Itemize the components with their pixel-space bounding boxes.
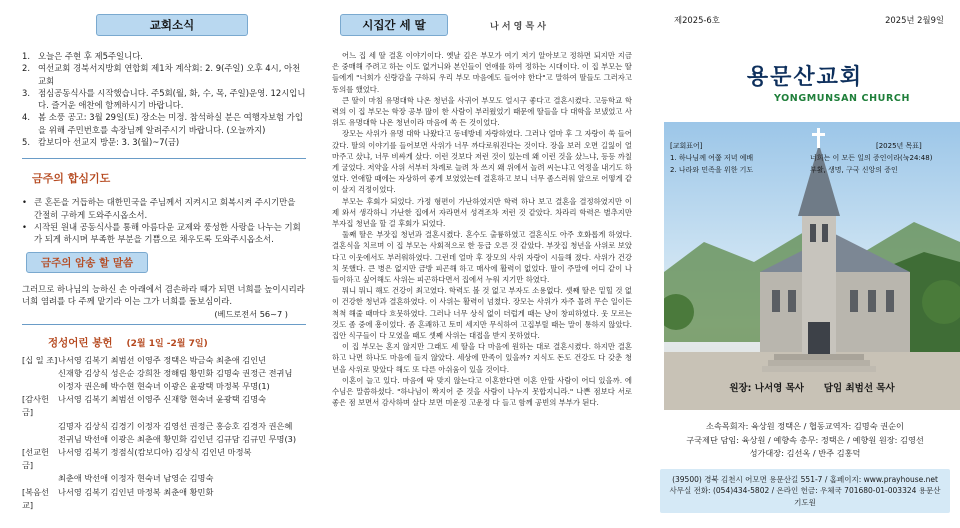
offering-row: [감사헌금] 나서영 김복기 최범선 이영주 신재향 현숙녀 윤광택 김명숙 <box>22 394 267 418</box>
church-name-english: YONGMUNSAN CHURCH <box>773 93 910 104</box>
offering-row: 김명자 김상식 김경기 이정자 김영선 권정근 홍승호 김경자 권은혜 <box>58 420 293 431</box>
goal-label: [2025년 목표] <box>876 142 922 150</box>
mission-line: 2. 나라와 민족을 위한 기도 <box>670 166 754 174</box>
staff-info <box>660 420 950 461</box>
essay-title: 시집간 세 딸 <box>340 14 448 36</box>
phone-line: 사무실 전화: (054)434-5802 / 온라인 헌금: 우체국 701680-01-003324 용문산기도원 <box>669 486 941 507</box>
staff-line: 구국제단 담임: 육상원 / 예향속 총무: 정택은 / 예향원 원장: 김영선 <box>686 434 924 445</box>
essay-paragraph: 이 집 부모는 혼지 않지만 그래도 세 딸을 다 마음에 원하는 대로 결혼시켰다. 하지만 결혼하고 나면 하나도 마음에 들지 않았다. 세상에 만족이 있을까? 지식도 돈도 건강도 다 갖춘 청년을 사위로 맞았다 해도 또 다른 아쉬움이 있을 것이다. <box>332 342 632 374</box>
news-list <box>22 50 306 148</box>
offering-row: 신재향 김상식 성은순 강희찬 정해림 황민화 김명숙 권정근 전귀님 <box>58 367 293 378</box>
essay-paragraph: 부모는 후회가 되었다. 가정 형편이 가난하였지만 학력 하나 보고 결혼을 결정하였지만 이제 와서 생각하니 가난한 집에서 자라면서 성격조차 저런 것 같았다. 차라리 학력은 별추지만 부자집 청년을 할 걸 후회가 되었다. <box>332 196 632 229</box>
verse-section <box>22 251 306 319</box>
verse-text: 그러므로 하나님의 능하신 손 아래에서 겸손하라 때가 되면 너희를 높이시리라 너희 염려를 다 주께 맡기라 이는 그가 너희를 돌보심이라. <box>22 284 305 307</box>
contact-footer <box>660 469 950 514</box>
essay-paragraph: 장모는 사위가 유명 대학 나왔다고 동네방네 자랑하였다. 그러나 얼마 후 그 자랑이 쑥 들어갔다. 딸의 이야기를 들어보면 사위가 너무 까다로워진다는 것이다. 장을 보러 오면 길잃이 얼마주고 샀냐, 너무 비싸게 샀다. 이런 것보다 저런 것이 있는데 왜 이런 것을 샀느냐, 등등 까칠게 굴었다. 저약을 사위 서부터 차례로 늘려 차 쓰지 왜 위에서 놀려 씨는냐고 역정을 내기도 하였다. 연애할 때에는 자상하여 좋게 보였었는데 결혼하고 보니 너무 좀스러워 앞으로 어떻게 같이 살지 걱정이었다. <box>332 129 632 195</box>
middle-column <box>324 0 638 528</box>
news-item: 5. 캄보디아 선교지 방문: 3. 3(월)~7(금) <box>22 137 180 148</box>
verse-title: 금주의 암송 할 말씀 <box>26 252 148 273</box>
news-item: 1. 오늘은 주현 후 제5주일니다. <box>22 51 143 61</box>
church-name: 용문산교회 <box>746 65 864 90</box>
offering-row: [십 일 조] 나서영 김복기 최범선 이영주 정택은 박금숙 최춘애 김인년 <box>22 354 267 365</box>
offering-row: [선교헌금] 나서영 김복기 정점식(캄보디아) 김상식 김인년 마정복 <box>22 447 252 471</box>
offering-title: 정성어린 봉헌 <box>48 336 113 349</box>
issue-number: 제2025-6호 <box>674 15 720 25</box>
offering-row: 전귀님 박선애 이광은 최춘애 황민화 김인년 김규담 김규민 무명(3) <box>58 433 297 444</box>
news-item: 3. 점심공동식사를 시작했습니다. 주5회(월, 화, 수, 목, 주일)운영. 12시입니다. 즐거운 애찬에 함께하시기 바랍니다. <box>22 87 306 111</box>
prayer-item: • 큰 혼돈을 거듭하는 대한민국을 주님께서 지켜시고 회복시켜 주시기만을 간절히 구하게 도와주시옵소서. <box>22 197 296 220</box>
goal-line: 너희는 이 모든 일의 증인이라(눅24:48) <box>810 154 933 162</box>
issue-date: 2025년 2월9일 <box>885 15 944 25</box>
news-item: 2. 여선교회 경북서지방회 연합회 제1차 계삭회: 2. 9(주일) 오후 4시, 아천교회 <box>22 63 301 86</box>
essay-paragraph: 어느 집 세 딸 결혼 이야기이다. 옛날 깊은 부모가 여기 저기 알아보고 정하면 되지만 지금은 중매해 주려고 하는 이도 없거니와 본인들이 연애를 하여 정하는 시대이다. 이 집 부모는 딸들에게 "너희가 신랑감을 구하되 우리 부모 마음에도 들어야 한다"고 말하여 딸들도 그러자고 동의를 했었다. <box>332 51 632 94</box>
essay-paragraph: 이혼이 늘고 있다. 마음에 딱 맞지 않는다고 이혼한다면 이혼 안할 사람이 어디 있을까. 에수님은 말씀하셨다. "하나님이 짝지어 준 것을 사람이 나누지 못합지니라." 나쁜 점보다 서로 좋은 점 보면서 감사하며 살다 보면 미운정 고운정 다 들고 함께 공빈의 부부가 된다. <box>332 375 632 408</box>
news-title: 교회소식 <box>96 14 248 36</box>
essay-author: 나 서 영 목 사 <box>490 21 547 32</box>
essay-paragraph: 둘째 딸은 부잣집 청년과 결혼시켰다. 혼수도 출륭하였고 결혼식도 아주 호화롭게 하였다. 결혼식을 치르며 이 집 부모는 사회적으로 한 등급 오른 것 같았다. 부잣집 청년을 사위로 보았다고 이웃에서도 부러워하였다. 그런데 얼마 후 장모의 사위 자랑이 시들해 졌다. 사위가 건강치 못했다. 큰 병은 없지만 금방 피곤해 하고 매사에 활력이 없었다. 딸이 주말에 어디 같이 나들이하고 싶어해도 사위는 피곤하다면서 집에서 누워 지기만 하였다. <box>332 230 632 285</box>
offering-date: (2월 1일 -2월 7일) <box>126 338 208 349</box>
divider <box>22 324 306 325</box>
divider <box>22 158 306 159</box>
offering-header <box>22 335 306 350</box>
news-item: 4. 봄 소풍 공고: 3월 29일(토) 장소는 미정. 참석하실 분은 여행자보험 가입을 위해 주민번호를 속장님께 알려주시기 바랍니다. (오늘까지) <box>22 112 303 135</box>
left-column <box>0 0 316 528</box>
right-column <box>650 0 960 528</box>
essay-paragraph: 뭐니 뭐니 해도 건강이 최고였다. 학력도 볼 것 없고 부자도 소용없다. 셋째 딸은 밑힐 것 없이 건강한 청년과 결혼하였다. 이 사위는 활력이 넘쳤다. 장모는 사위가 자주 몰려 무슨 일이든 척척 해줄 때마다 흐뭇하였다. 그러나 너무 상식 없이 더럽게 때는 냥이 창피하였다. 웃 모르는 것도 좀 중에 흥이었다. 좀 흔쾌하고 토미 세지만 무식하여 고집부릴 때는 말이 통하지 않았다. 집안 식구들이 다 모였을 때도 셋째 사위는 대접을 받지 못하였다. <box>332 286 632 341</box>
staff-line: 소속목회자: 육상원 정택은 / 협동교역자: 김명숙 권순이 <box>706 421 904 431</box>
prayer-title: 금주의 합심기도 <box>32 172 111 186</box>
mission-line: 1. 하나님께 여쭙 저녁 예배 <box>670 154 754 162</box>
goal-line: 부활, 생명, 구국 신앙의 증인 <box>810 166 898 174</box>
pastor-caption: 원장: 나서영 목사 담임 최범선 목사 <box>729 383 895 394</box>
verse-reference: (베드로전서 56~7 ) <box>214 308 288 319</box>
offering-row: [복음선교] 나서영 김복기 김인년 마정복 최춘애 황민화 <box>22 486 214 510</box>
offering-row: 이정자 권은혜 박수현 현숙녀 이광은 윤광택 마정복 무명(1) <box>58 381 270 391</box>
church-photo <box>664 122 960 410</box>
offering-row: 최춘애 박선애 이정자 현숙녀 남영순 김명숙 <box>58 473 214 484</box>
offering-list <box>22 354 306 512</box>
issue-info <box>660 14 950 26</box>
essay-header <box>332 14 632 36</box>
staff-line: 성가대장: 김선옥 / 반주 김홍덕 <box>749 448 861 458</box>
address-line: (39500) 경북 김천시 어모면 용문산길 551-7 / 홈페이지: www.prayhouse.net <box>672 474 938 484</box>
prayer-item: • 시작된 원내 공동식사를 통해 아름다운 교제와 풍성한 사랑을 나누는 기회가 되게 하시며 부족한 부분을 기쁨으로 채우도록 도와주시옵소서. <box>22 221 301 244</box>
prayer-list <box>22 196 306 245</box>
essay-body <box>332 50 632 409</box>
mission-label: [교회표어] <box>670 142 703 150</box>
essay-paragraph: 큰 딸이 마침 유명대학 나온 청년을 사귀어 부모도 얼시구 좋다고 결혼시켰다. 고등학교 학력의 이 집 부모는 학장 공부 많이 한 사람이 부러웠었기 때문에 딸들을 다 대학을 보냈었고 사위도 유명대학 나온 청년이라 마음에 쏙 든 것이었다. <box>332 95 632 128</box>
